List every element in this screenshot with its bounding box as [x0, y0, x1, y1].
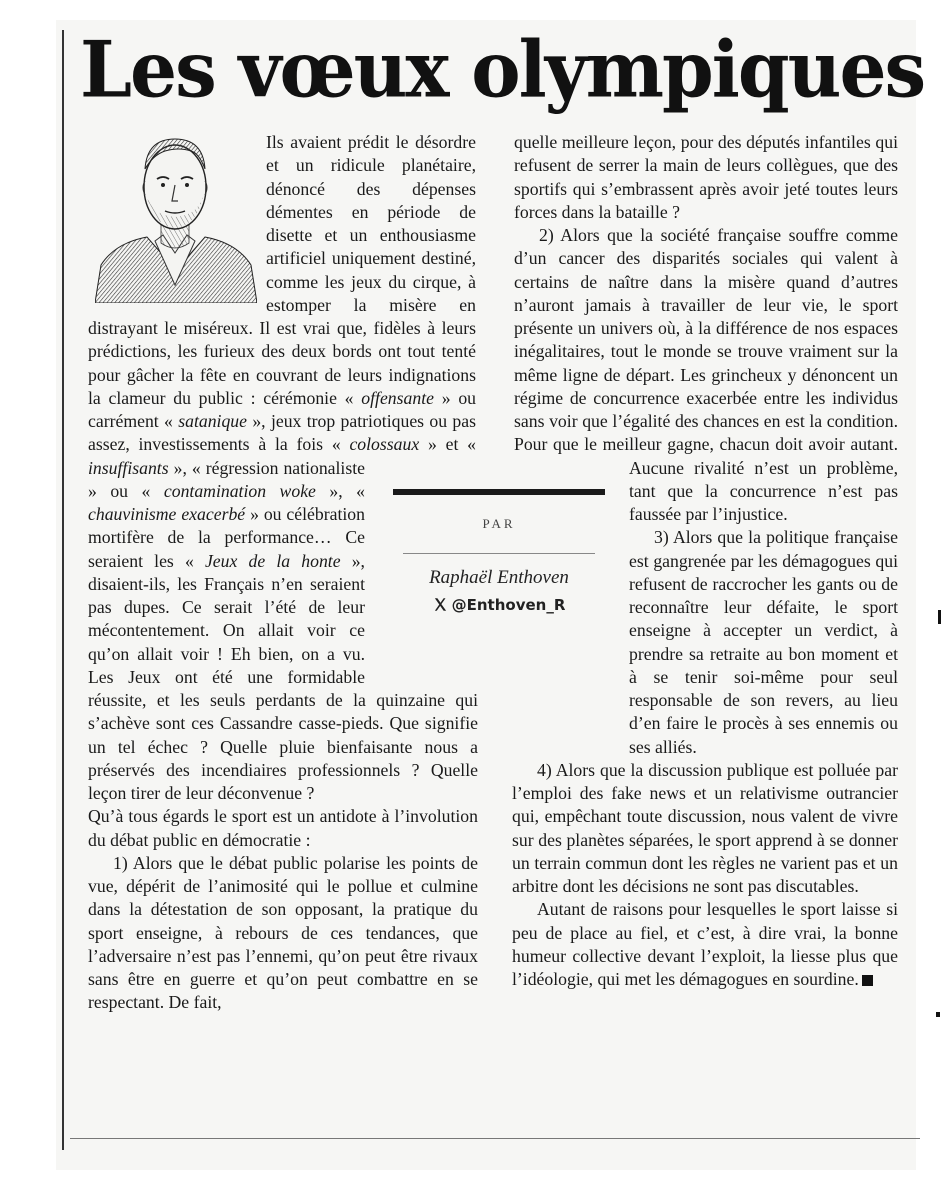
byline-label: PAR: [482, 516, 516, 531]
point-2-paragraph: 2) Alors que la société française souffre comme d’un cancer des disparités sociales qui valent à certains de naître dans la misère quand d’autres n’auront jamais à travailler de leur vie, le sport présente un univers où, à la différence de nos espaces inégalitaires, tout le monde se trouve vraiment sur la même ligne de départ. Les grincheux y dénoncent un régime de concurrence exacerbée entre les individus sans voir que l’égalité des chances en est la condition. Pour que le meilleur gagne, chacun doit avoir autant. Aucune rivalité n’est un problème, tant que la concurrence n’est pas faussée par l’injustice.: [514, 225, 898, 524]
article-title: Les vœux olympiques: [80, 24, 925, 116]
author-name: Raphaël Enthoven: [429, 567, 569, 588]
end-square-icon: [862, 975, 873, 986]
edge-mark: [936, 1012, 940, 1017]
edge-mark: [938, 610, 941, 624]
point-1-continuation: quelle meilleure leçon, pour des députés infantiles qui refusent de serrer la main de leurs collègues, que des sportifs qui s’embrassent après avoir jeté toutes leurs forces dans la bataille ?: [514, 132, 898, 222]
left-border-rule: [62, 30, 64, 1150]
byline-bar: [393, 489, 605, 495]
intro-paragraph: Ils avaient prédit le désordre et un ridicule planétaire, dénoncé des dépenses démentes en période de disette et un enthousiasme artificiel uniquement destiné, comme les jeux du cirque, à estomper la misère en distrayant le miséreux. Il est vrai que, fidèles à leurs prédictions, les furieux des deux bords ont tout tenté pour gâcher la fête en couvrant de leurs indignations la clameur du public : cérémonie « offensante » ou carrément « satanique », jeux trop patriotiques ou pas assez, investissements à la fois « colossaux » et « insuffisants », « régression nationaliste » ou « contamination woke », « chauvinisme exacerbé » ou célébration mortifère de la performance… Ce seraient les « Jeux de la honte », disaient-ils, les Français n’en seraient pas dupes. Ce serait l’été de leur mécontentement. On allait voir ce qu’on allait voir ! Eh bien, on a vu. Les Jeux ont été une formidable réussite, et les seuls perdants de la quinzaine qui s’achève sont ces Cassandre casse-pieds. Que signifie un tel échec ? Quelle pluie bienfaisante nous a préservés des incendiaires professionnels ? Quelle leçon tirer de leur déconvenue ?: [88, 132, 478, 803]
x-logo-icon: [433, 597, 448, 612]
byline-box: [393, 483, 605, 623]
point-4-paragraph: 4) Alors que la discussion publique est polluée par l’emploi des fake news et un relativisme outrancier qui, empêchant toute discussion, nous valent de vivre sur des planètes séparées, le sport apprend à se donner un terrain commun dont les règles ne varient pas et un arbitre dont les décisions ne sont pas discutables.: [512, 759, 898, 896]
point-3-paragraph: 3) Alors que la politique française est gangrenée par les démagogues qui refusent de raccrocher les gants ou de reconnaître leur défaite, le sport enseigne à accepter un verdict, à prendre sa retraite au bon moment et à se tenir soi-même pour seul responsable de son revers, au lieu d’en faire le procès à ses ennemis ou ses alliés.: [629, 527, 898, 757]
byline-divider: [403, 553, 595, 554]
thesis-paragraph: Qu’à tous égards le sport est un antidote à l’involution du débat public en démocratie :: [88, 806, 478, 850]
conclusion-paragraph: Autant de raisons pour lesquelles le sport laisse si peu de place au fiel, et c’est, à dire vrai, la bonne humeur collective devant l’exploit, la liesse plus que l’idéologie, qui met les démagogues en sourdine.: [512, 899, 898, 989]
bottom-rule: [70, 1138, 920, 1139]
point-1-paragraph: 1) Alors que le débat public polarise les points de vue, dépérit de l’animosité qui le pollue et culmine dans la détestation de son opposant, la pratique du sport enseigne, à rebours de ces tendances, que l’adversaire n’est pas l’ennemi, qu’on peut être rivaux sans être en guerre et qu’on peut combattre en se respectant. De fait,: [88, 852, 478, 1013]
author-x-handle[interactable]: @Enthoven_R: [393, 596, 605, 614]
